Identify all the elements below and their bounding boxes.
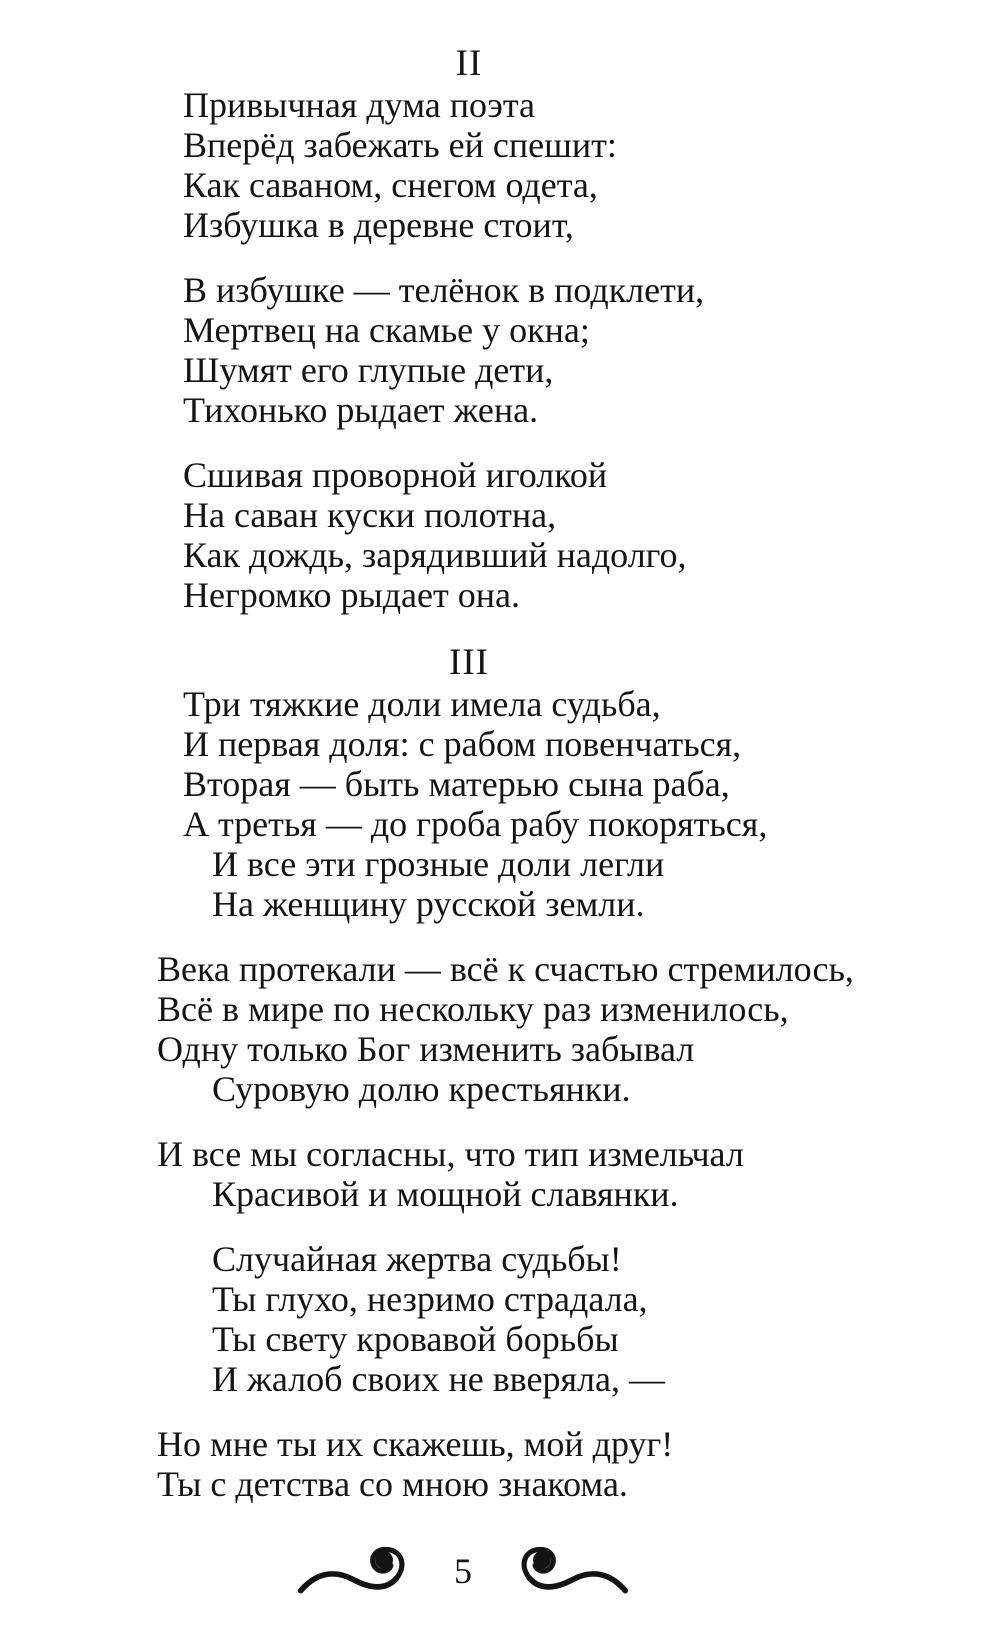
poem-line: Красивой и мощной славянки. — [212, 1174, 679, 1214]
section-heading: III — [449, 642, 489, 683]
poem-section — [0, 44, 1000, 615]
right-flourish-icon — [494, 1540, 629, 1602]
stanza — [0, 455, 1000, 615]
poem-line: Вперёд забежать ей спешит: — [183, 125, 617, 165]
left-flourish-icon — [297, 1540, 432, 1602]
poem-line: Всё в мире по нескольку раз изменилось, — [157, 989, 789, 1029]
stanza — [0, 1424, 1000, 1504]
poem-line: Ты с детства со мною знакома. — [157, 1464, 628, 1504]
poem-line: И все эти грозные доли легли — [212, 844, 665, 884]
stanza — [0, 85, 1000, 245]
poem-line: Ты свету кровавой борьбы — [212, 1319, 619, 1359]
poem-line: Одну только Бог изменить забывал — [157, 1029, 695, 1069]
poem-line: Шумят его глупые дети, — [183, 350, 554, 390]
poem-line: И все мы согласны, что тип измельчал — [157, 1134, 744, 1174]
stanza — [0, 949, 1000, 1109]
stanza — [0, 1134, 1000, 1214]
poem-line: На женщину русской земли. — [212, 884, 645, 924]
poem-line: Вторая — быть матерью сына раба, — [183, 764, 730, 804]
stanza — [0, 684, 1000, 924]
page-footer — [0, 1540, 926, 1602]
poem-line: В избушке — телёнок в подклети, — [183, 270, 705, 310]
poem-line: Суровую долю крестьянки. — [212, 1069, 631, 1109]
flourish-dot — [375, 1551, 393, 1569]
poem — [0, 44, 1000, 1504]
poem-line: Мертвец на скамье у окна; — [183, 310, 590, 350]
poem-line: На саван куски полотна, — [183, 495, 557, 535]
poem-line: И жалоб своих не вверяла, — — [212, 1359, 665, 1399]
poem-line: Случайная жертва судьбы! — [212, 1239, 622, 1279]
poem-line: Как саваном, снегом одета, — [183, 165, 598, 205]
poem-line: Тихонько рыдает жена. — [183, 390, 539, 430]
page-number: 5 — [454, 1551, 472, 1591]
poem-line: И первая доля: с рабом повенчаться, — [183, 724, 742, 764]
poem-line: Ты глухо, незримо страдала, — [212, 1279, 648, 1319]
poem-line: Привычная дума поэта — [183, 85, 536, 125]
poem-line: Но мне ты их скажешь, мой друг! — [157, 1424, 674, 1464]
poem-line: Века протекали — всё к счастью стремилось, — [157, 949, 854, 989]
poem-line: Как дождь, зарядивший надолго, — [183, 535, 687, 575]
poem-line: Сшивая проворной иголкой — [183, 455, 608, 495]
poem-line: Избушка в деревне стоит, — [183, 205, 574, 245]
poem-line: Негромко рыдает она. — [183, 575, 520, 615]
section-heading: II — [455, 43, 483, 84]
poem-line: Три тяжкие доли имела судьба, — [183, 684, 661, 724]
poem-line: А третья — до гроба рабу покоряться, — [183, 804, 768, 844]
stanza — [0, 270, 1000, 430]
poem-section — [0, 643, 1000, 1504]
stanza — [0, 1239, 1000, 1399]
